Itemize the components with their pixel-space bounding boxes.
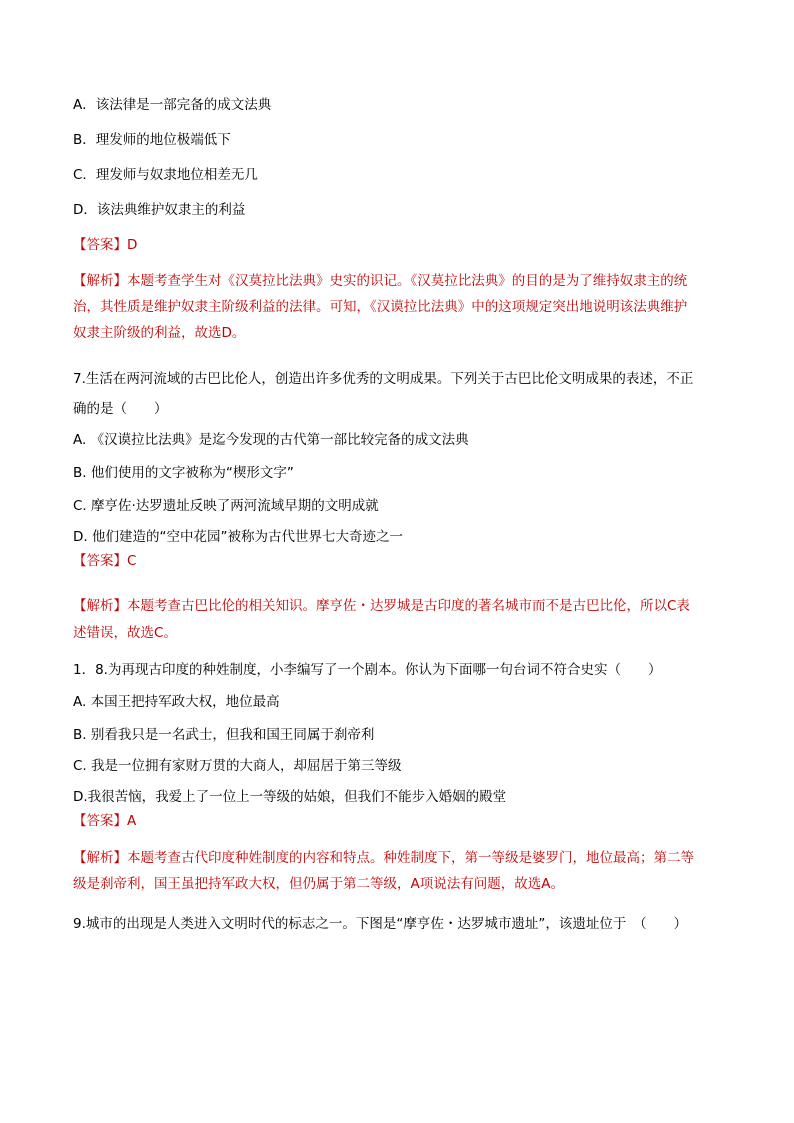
q7-analysis-line-1 xyxy=(73,597,690,615)
q6-answer xyxy=(73,236,137,254)
q6-option-a: A．该法律是一部完备的成文法典 xyxy=(73,97,272,113)
q7-option-a: A. 《汉谟拉比法典》是迄今发现的古代第一部比较完备的成文法典 xyxy=(73,432,469,448)
q8-option-c: C. 我是一位拥有家财万贯的大商人，却屈居于第三等级 xyxy=(73,758,402,774)
q7-option-b: B. 他们使用的文字被称为“楔形文字” xyxy=(73,465,294,481)
q8-option-b: B. 别看我只是一名武士，但我和国王同属于刹帝利 xyxy=(73,727,375,743)
q8-analysis-line-1 xyxy=(73,849,694,867)
analysis-text: 本题考查学生对《汉莫拉比法典》史实的识记。《汉莫拉比法典》的目的是为了维持奴隶主的统 xyxy=(127,273,688,289)
answer-tag: 【答案】 xyxy=(73,237,127,253)
q7-stem-line-2: 确的是（ ） xyxy=(73,401,168,417)
q7-answer xyxy=(73,552,136,570)
answer-tag: 【答案】 xyxy=(73,553,127,569)
q9-stem: 9.城市的出现是人类进入文明时代的标志之一。下图是“摩亨佐・达罗城市遗址”，该遗址位于 （ ） xyxy=(73,916,688,932)
q6-analysis-line-1 xyxy=(73,272,687,290)
answer-value: D xyxy=(127,237,138,253)
q6-option-b: B．理发师的地位极端低下 xyxy=(73,132,231,148)
q6-analysis-line-2: 治，其性质是维护奴隶主阶级利益的法律。可知，《汉谟拉比法典》中的这项规定突出地说明该法典维护 xyxy=(73,299,688,315)
answer-tag: 【答案】 xyxy=(73,813,127,829)
q6-option-c: C．理发师与奴隶地位相差无几 xyxy=(73,167,258,183)
analysis-tag: 【解析】 xyxy=(73,850,127,866)
q8-option-a: A. 本国王把持军政大权，地位最高 xyxy=(73,694,280,710)
analysis-tag: 【解析】 xyxy=(73,598,127,614)
q6-option-d: D．该法典维护奴隶主的利益 xyxy=(73,202,246,218)
q7-option-d: D. 他们建造的“空中花园”被称为古代世界七大奇迹之一 xyxy=(73,529,403,545)
q7-stem-line-1: 7.生活在两河流域的古巴比伦人，创造出许多优秀的文明成果。下列关于古巴比伦文明成果的表述，不正 xyxy=(73,371,694,387)
answer-value: C xyxy=(127,553,137,569)
q8-option-d: D.我很苦恼，我爱上了一位上一等级的姑娘，但我们不能步入婚姻的殿堂 xyxy=(73,789,507,805)
q6-analysis-line-3: 奴隶主阶级的利益，故选D。 xyxy=(73,325,246,341)
q7-analysis-line-2: 述错误，故选C。 xyxy=(73,625,177,641)
analysis-tag: 【解析】 xyxy=(73,273,127,289)
q8-analysis-line-2: 级是刹帝利，国王虽把持军政大权，但仍属于第二等级，A项说法有问题，故选A。 xyxy=(73,876,564,892)
q8-stem: 1．8.为再现古印度的种姓制度，小李编写了一个剧本。你认为下面哪一句台词不符合史实（ ） xyxy=(73,662,662,678)
q8-answer xyxy=(73,812,136,830)
q7-option-c: C. 摩亨佐·达罗遗址反映了两河流域早期的文明成就 xyxy=(73,498,379,514)
analysis-text: 本题考查古代印度种姓制度的内容和特点。种姓制度下，第一等级是婆罗门，地位最高；第二等 xyxy=(127,850,694,866)
analysis-text: 本题考查古巴比伦的相关知识。摩亨佐・达罗城是古印度的著名城市而不是古巴比伦，所以C表 xyxy=(127,598,690,614)
answer-value: A xyxy=(127,813,137,829)
